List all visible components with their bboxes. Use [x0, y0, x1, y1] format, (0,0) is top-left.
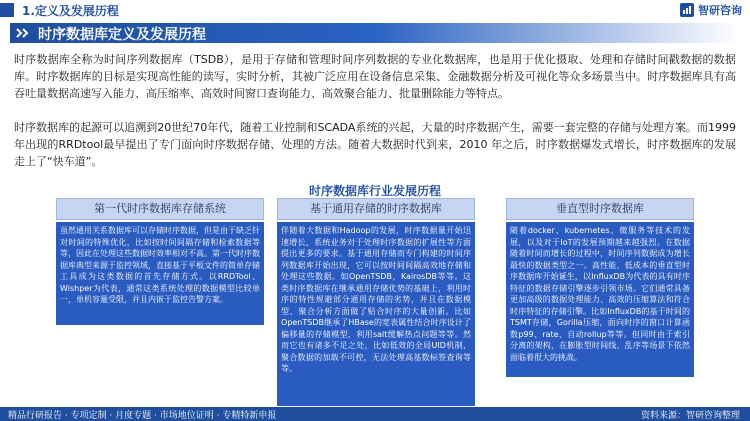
brand-logo — [680, 2, 742, 18]
footer-bar — [0, 407, 750, 421]
stage-2-body: 伴随着大数据和Hadoop的发展，时序数据量开始迅速增长，系统业务对于处理时序数据的扩展性等方面提出更多的要求。基于通用存储而专门构建的时间序列数据库开始出现，它可以按时间间隔高效地存储和处理这些数据。如OpenTSDB，KairosDB等等。这类时序数据库在继承通用存储优势的基础上，利用时序的特性规避部分通用存储的劣势，并且在数据模型、聚合分析方面做了贴合时序的大量创新。比如OpenTSDB继承了HBase的宽表属性结合时序设计了偏移量的存储模型，利用salt缓解热点问题等等。然而它也有诸多不足之处，比如低效的全局UID机制，聚合数据的加载不可控，无法处理高基数标签查询等等。 — [277, 222, 475, 406]
stage-column-2 — [277, 198, 475, 406]
intro-paragraph: 时序数据库全称为时间序列数据库（TSDB），是用于存储和管理时间序列数据的专业化数据库，也是用于优化摄取、处理和存储时间戳数据的数据库。时序数据库的目标是实现高性能的读写，实时分析，其被广泛应用在设备信息采集、金融数据分析及可视化等众多场景当中。时序数据库具有高吞吐量数据高速写入能力、高压缩率、高效时间窗口查询能力、高效聚合能力、批量删除能力等特点。 — [14, 53, 736, 100]
stage-1-body: 虽然通用关系数据库可以存储时序数据，但是由于缺乏针对时间的特殊优化，比如按时间间隔存储和检索数据等等，因此在处理这些数据时效率相对不高。第一代时序数据库典型来源于监控领域，直接基于平板文件的简单存储工具成为这类数据的首先存储方式。以RRDTool、Wishper为代表，通常这类系统处理的数据模型比较单一，单机容量受限，并且内嵌于监控告警方案。 — [56, 222, 264, 325]
brand-icon — [680, 3, 694, 17]
section-label: 1.定义及发展历程 — [22, 4, 119, 18]
stage-3-title: 垂直型时序数据库 — [506, 198, 694, 220]
brand-name: 智研咨询 — [698, 4, 742, 17]
top-header — [0, 0, 750, 20]
footer-services: 精品行研报告 · 专项定制 · 月度专题 · 市场地位证明 · 专精特新申报 — [8, 411, 277, 421]
history-paragraph: 时序数据库的起源可以追溯到20世纪70年代，随着工业控制和SCADA系统的兴起，大量的时序数据产生，需要一套完整的存储与处理方案。而1999年出现的RRDtool最早提出了专门面向时序数据存储、处理的方法。随着大数据时代到来，2010 年之后，时序数据爆发式增长，时序数据库的发展走上了“快车道”。 — [14, 121, 736, 168]
title-bar — [10, 23, 740, 43]
page-title: 时序数据库定义及发展历程 — [38, 27, 206, 43]
stage-column-1 — [56, 198, 264, 406]
stage-2-title: 基于通用存储的时序数据库 — [277, 198, 475, 220]
chevron-right-icon — [16, 28, 32, 38]
stage-3-body: 随着docker、kubernetes、微服务等技术的发展，以及对于IoT的发展预期越来越强烈。在数据随着时间而增长的过程中，时间序列数据成为增长最快的数据类型之一。高性能、低成本的垂直型时序数据库开始诞生，以InfluxDB为代表的具有时序特征的数据存储引擎逐步引领市场。它们通常具备更加高级的数据处理能力、高效的压缩算法和符合时序特征的存储引擎。比如InfluxDB的基于时间的TSMT存储，Gorilla压缩，面向时序的窗口计算函数p99、rate、自动rollup等等。但同时由于索引分离的架构，在膨胀型时间线、乱序等场景下依然面临着很大的挑战。 — [506, 222, 694, 377]
section-badge — [0, 3, 14, 17]
stage-1-title: 第一代时序数据库存储系统 — [56, 198, 264, 220]
stage-column-3 — [506, 198, 694, 406]
timeline-title: 时序数据库行业发展历程 — [308, 184, 441, 198]
footer-source: 资料来源：智研咨询整理 — [640, 411, 740, 421]
